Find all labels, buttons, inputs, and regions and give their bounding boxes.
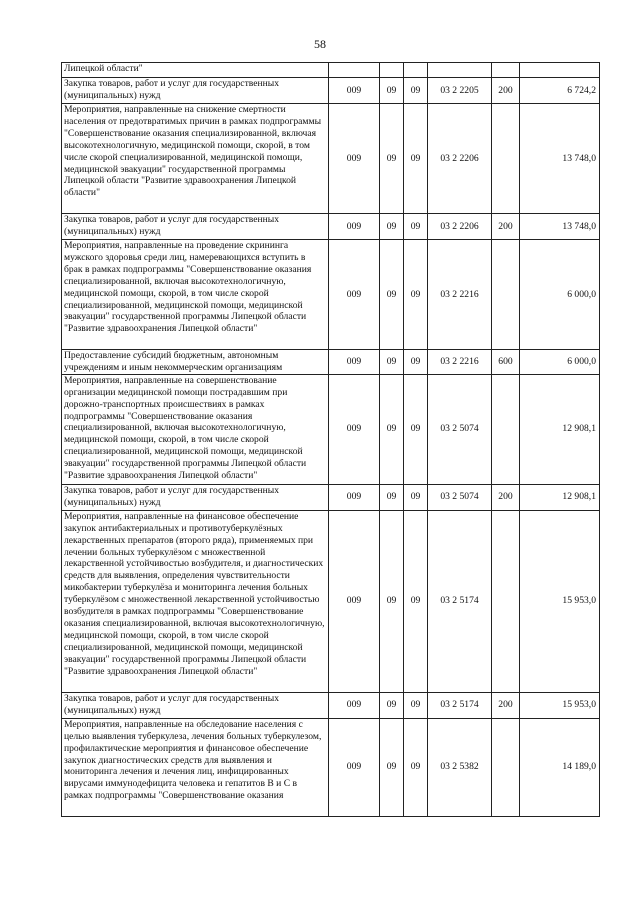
table-row xyxy=(62,78,600,104)
amount-value xyxy=(520,63,600,78)
subsection-code: 09 xyxy=(404,240,428,350)
expense-type-code xyxy=(492,240,520,350)
subsection-code: 09 xyxy=(404,374,428,484)
ministry-code: 009 xyxy=(329,78,380,104)
table-row xyxy=(62,692,600,718)
table-row xyxy=(62,484,600,510)
expense-item-name: Закупка товаров, работ и услуг для государственных (муниципальных) нужд xyxy=(62,214,329,240)
target-article-code xyxy=(428,63,492,78)
target-article-code: 03 2 2206 xyxy=(428,104,492,214)
target-article-code: 03 2 5074 xyxy=(428,484,492,510)
expense-type-code: 200 xyxy=(492,484,520,510)
subsection-code xyxy=(404,63,428,78)
section-code: 09 xyxy=(380,214,404,240)
section-code: 09 xyxy=(380,240,404,350)
table-row xyxy=(62,510,600,692)
amount-value: 6 724,2 xyxy=(520,78,600,104)
expense-item-name: Предоставление субсидий бюджетным, автономным учреждениям и иным некоммерческим организациям xyxy=(62,350,329,375)
expense-item-name: Липецкой области" xyxy=(62,63,329,78)
ministry-code: 009 xyxy=(329,374,380,484)
table-row xyxy=(62,240,600,350)
ministry-code: 009 xyxy=(329,718,380,816)
target-article-code: 03 2 5174 xyxy=(428,692,492,718)
ministry-code: 009 xyxy=(329,214,380,240)
ministry-code: 009 xyxy=(329,104,380,214)
section-code: 09 xyxy=(380,510,404,692)
subsection-code: 09 xyxy=(404,104,428,214)
expense-type-code xyxy=(492,104,520,214)
expense-type-code: 200 xyxy=(492,78,520,104)
ministry-code xyxy=(329,63,380,78)
target-article-code: 03 2 2216 xyxy=(428,350,492,375)
table-row xyxy=(62,214,600,240)
target-article-code: 03 2 2216 xyxy=(428,240,492,350)
expense-type-code: 200 xyxy=(492,692,520,718)
target-article-code: 03 2 2206 xyxy=(428,214,492,240)
amount-value: 13 748,0 xyxy=(520,214,600,240)
table-row xyxy=(62,350,600,375)
expense-type-code: 200 xyxy=(492,214,520,240)
section-code: 09 xyxy=(380,718,404,816)
target-article-code: 03 2 5074 xyxy=(428,374,492,484)
section-code: 09 xyxy=(380,692,404,718)
target-article-code: 03 2 2205 xyxy=(428,78,492,104)
target-article-code: 03 2 5174 xyxy=(428,510,492,692)
ministry-code: 009 xyxy=(329,510,380,692)
section-code: 09 xyxy=(380,104,404,214)
expense-item-name: Мероприятия, направленные на финансовое обеспечение закупок антибактериальных и противотуберкулёзных лекарственных препаратов (второго ряда), применяемых при лечении больных туберкулёзом с множественной лекарственной устойчивостью возбудителя, и диагностических средств для выявления, определения чувствительности микобактерии туберкулёза и мониторинга лечения больных туберкулёзом с множественной лекарственной устойчивостью возбудителя в рамках подпрограммы "Совершенствование оказания специализированной, включая высокотехнологичную, медицинской помощи, скорой, в том числе скорой специализированной, медицинской помощи, медицинской эвакуации" государственной программы Липецкой области "Развитие здравоохранения Липецкой области" xyxy=(62,510,329,692)
subsection-code: 09 xyxy=(404,78,428,104)
expense-item-name: Закупка товаров, работ и услуг для государственных (муниципальных) нужд xyxy=(62,692,329,718)
amount-value: 15 953,0 xyxy=(520,510,600,692)
ministry-code: 009 xyxy=(329,240,380,350)
amount-value: 13 748,0 xyxy=(520,104,600,214)
table-row xyxy=(62,104,600,214)
target-article-code: 03 2 5382 xyxy=(428,718,492,816)
expense-item-name: Закупка товаров, работ и услуг для государственных (муниципальных) нужд xyxy=(62,484,329,510)
expense-item-name: Мероприятия, направленные на обследование населения с целью выявления туберкулеза, лечения больных туберкулезом, профилактические мероприятия и финансовое обеспечение закупок диагностических средств для выявления и мониторинга лечения и лечения лиц, инфицированных вирусами иммунодефицита человека и гепатитов B и C в рамках подпрограммы "Совершенствование оказания xyxy=(62,718,329,816)
table-row xyxy=(62,374,600,484)
expense-item-name: Мероприятия, направленные на снижение смертности населения от предотвратимых причин в рамках подпрограммы "Совершенствование оказания специализированной, включая высокотехнологичную, медицинской помощи, скорой, в том числе скорой специализированной, медицинской помощи, медицинской эвакуации" государственной программы Липецкой области "Развитие здравоохранения Липецкой области" xyxy=(62,104,329,214)
expense-item-name: Мероприятия, направленные на совершенствование организации медицинской помощи пострадавшим при дорожно-транспортных происшествиях в рамках подпрограммы "Совершенствование оказания специализированной, включая высокотехнологичную, медицинской помощи, скорой, в том числе скорой специализированной, медицинской помощи, медицинской эвакуации" государственной программы Липецкой области "Развитие здравоохранения Липецкой области" xyxy=(62,374,329,484)
section-code: 09 xyxy=(380,374,404,484)
table-row xyxy=(62,63,600,78)
expense-type-code xyxy=(492,374,520,484)
subsection-code: 09 xyxy=(404,510,428,692)
expense-type-code xyxy=(492,718,520,816)
budget-table xyxy=(61,62,600,817)
amount-value: 15 953,0 xyxy=(520,692,600,718)
subsection-code: 09 xyxy=(404,718,428,816)
amount-value: 6 000,0 xyxy=(520,350,600,375)
expense-item-name: Мероприятия, направленные на проведение скрининга мужского здоровья среди лиц, намеревающихся вступить в брак в рамках подпрограммы "Совершенствование оказания специализированной, включая высокотехнологичную, медицинской помощи, скорой, в том числе скорой специализированной, медицинской помощи, медицинской эвакуации" государственной программы Липецкой области "Развитие здравоохранения Липецкой области" xyxy=(62,240,329,350)
ministry-code: 009 xyxy=(329,350,380,375)
page-number: 58 xyxy=(314,37,326,51)
section-code: 09 xyxy=(380,78,404,104)
ministry-code: 009 xyxy=(329,692,380,718)
expense-item-name: Закупка товаров, работ и услуг для государственных (муниципальных) нужд xyxy=(62,78,329,104)
expense-type-code xyxy=(492,510,520,692)
ministry-code: 009 xyxy=(329,484,380,510)
subsection-code: 09 xyxy=(404,350,428,375)
section-code: 09 xyxy=(380,350,404,375)
subsection-code: 09 xyxy=(404,484,428,510)
amount-value: 12 908,1 xyxy=(520,484,600,510)
section-code: 09 xyxy=(380,484,404,510)
table-row xyxy=(62,718,600,816)
amount-value: 6 000,0 xyxy=(520,240,600,350)
subsection-code: 09 xyxy=(404,214,428,240)
subsection-code: 09 xyxy=(404,692,428,718)
amount-value: 14 189,0 xyxy=(520,718,600,816)
expense-type-code xyxy=(492,63,520,78)
expense-type-code: 600 xyxy=(492,350,520,375)
section-code xyxy=(380,63,404,78)
amount-value: 12 908,1 xyxy=(520,374,600,484)
